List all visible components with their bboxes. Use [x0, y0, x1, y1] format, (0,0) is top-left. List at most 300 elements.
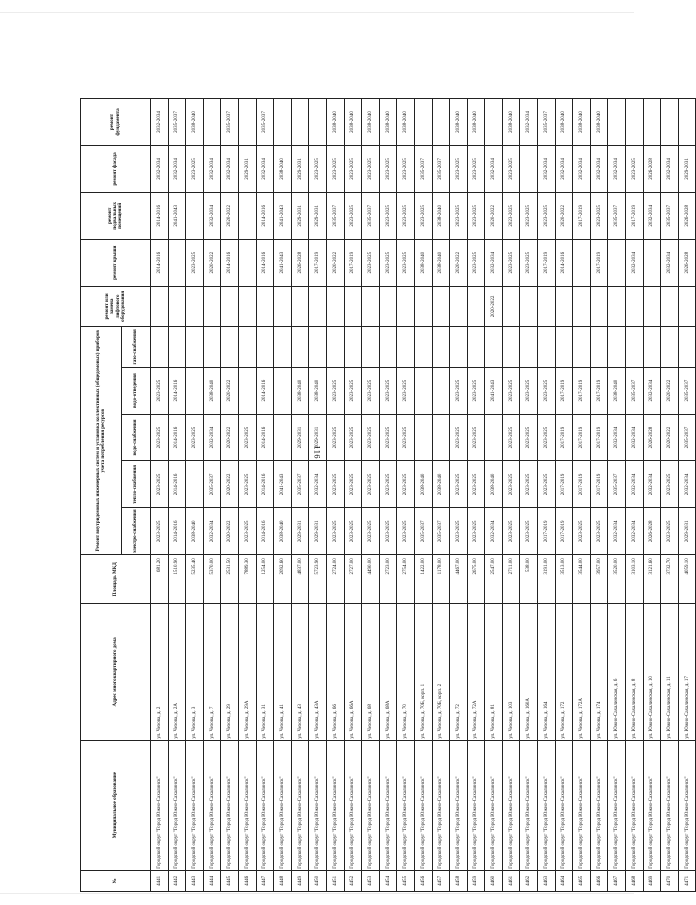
- gas-cell: [555, 327, 573, 368]
- lift-cell: [432, 286, 450, 327]
- lift-cell: [309, 286, 327, 327]
- sewer-cell: 2041-2043: [485, 367, 503, 414]
- municipality-cell: Городской округ "Город Южно-Сахалинск": [502, 740, 520, 870]
- roof-cell: 2017-2019: [538, 239, 556, 286]
- table-row: [238, 99, 256, 892]
- foundation-cell: [643, 99, 661, 146]
- area-cell: 3732.70: [661, 555, 679, 604]
- area-cell: 5370.00: [203, 555, 221, 604]
- basement-cell: 2023-2025: [502, 192, 520, 239]
- address-cell: ул. Чехова, д. 68А: [379, 604, 397, 740]
- electro-cell: 2023-2025: [397, 508, 415, 555]
- foundation-cell: [678, 99, 696, 146]
- lift-cell: [608, 286, 626, 327]
- sewer-cell: 2020-2022: [661, 367, 679, 414]
- area-cell: 2092.60: [274, 555, 292, 604]
- municipality-cell: Городской округ "Город Южно-Сахалинск": [362, 740, 380, 870]
- address-cell: ул. Чехова, д. 174: [590, 604, 608, 740]
- municipality-cell: Городской округ "Город Южно-Сахалинск": [274, 740, 292, 870]
- heat-cell: 2035-2037: [291, 461, 309, 508]
- gas-cell: [467, 327, 485, 368]
- row-number: 4455: [397, 870, 415, 891]
- roof-cell: 2041-2043: [274, 239, 292, 286]
- header-water: водо-снабжения: [122, 414, 151, 461]
- gas-cell: [538, 327, 556, 368]
- lift-cell: [502, 286, 520, 327]
- sewer-cell: 2023-2025: [151, 367, 169, 414]
- facade-cell: 2032-2034: [485, 145, 503, 192]
- row-number: 4448: [274, 870, 292, 891]
- electro-cell: 2035-2037: [414, 508, 432, 555]
- table-row: [678, 99, 696, 892]
- roof-cell: 2017-2019: [590, 239, 608, 286]
- basement-cell: 2029-2031: [291, 192, 309, 239]
- table-row: [186, 99, 204, 892]
- roof-cell: 2020-2022: [326, 239, 344, 286]
- electro-cell: 2032-2034: [203, 508, 221, 555]
- area-cell: 4059.10: [678, 555, 696, 604]
- lift-cell: [274, 286, 292, 327]
- foundation-cell: 2038-2040: [362, 99, 380, 146]
- roof-cell: 2032-2034: [626, 239, 644, 286]
- foundation-cell: [238, 99, 256, 146]
- foundation-cell: 2038-2040: [379, 99, 397, 146]
- electro-cell: 2023-2025: [661, 508, 679, 555]
- municipality-cell: Городской округ "Город Южно-Сахалинск": [326, 740, 344, 870]
- table-row: [502, 99, 520, 892]
- water-cell: 2023-2025: [538, 414, 556, 461]
- header-lift: ремонт или замена лифтового оборудования: [81, 286, 151, 327]
- water-cell: 2029-2031: [291, 414, 309, 461]
- header-num: №: [81, 870, 151, 891]
- facade-cell: 2035-2037: [432, 145, 450, 192]
- row-number: 4450: [309, 870, 327, 891]
- water-cell: [485, 414, 503, 461]
- capital-repair-table: [80, 98, 696, 892]
- address-cell: ул. Чехова, д. 70Б, корп. 2: [432, 604, 450, 740]
- municipality-cell: Городской округ "Город Южно-Сахалинск": [151, 740, 169, 870]
- water-cell: 2014-2016: [256, 414, 274, 461]
- heat-cell: 2023-2025: [344, 461, 362, 508]
- table-row: [326, 99, 344, 892]
- lift-cell: [626, 286, 644, 327]
- foundation-cell: 2032-2034: [520, 99, 538, 146]
- address-cell: ул. Чехова, д. 66: [326, 604, 344, 740]
- electro-cell: 2032-2034: [485, 508, 503, 555]
- table-row: [151, 99, 169, 892]
- basement-cell: 2023-2025: [538, 192, 556, 239]
- municipality-cell: Городской округ "Город Южно-Сахалинск": [291, 740, 309, 870]
- gas-cell: [643, 327, 661, 368]
- lift-cell: [555, 286, 573, 327]
- municipality-cell: Городской округ "Город Южно-Сахалинск": [168, 740, 186, 870]
- basement-cell: 2032-2034: [643, 192, 661, 239]
- electro-cell: 2014-2016: [168, 508, 186, 555]
- table-row: [432, 99, 450, 892]
- electro-cell: 2032-2034: [626, 508, 644, 555]
- gas-cell: [203, 327, 221, 368]
- roof-cell: [608, 239, 626, 286]
- table-row: [379, 99, 397, 892]
- electro-cell: 2023-2025: [467, 508, 485, 555]
- gas-cell: [379, 327, 397, 368]
- electro-cell: 2023-2025: [590, 508, 608, 555]
- facade-cell: 2032-2034: [168, 145, 186, 192]
- heat-cell: 2032-2034: [626, 461, 644, 508]
- heat-cell: 2032-2034: [309, 461, 327, 508]
- address-cell: ул. Чехова, д. 31: [256, 604, 274, 740]
- sewer-cell: 2017-2019: [555, 367, 573, 414]
- electro-cell: 2023-2025: [362, 508, 380, 555]
- basement-cell: 2020-2022: [221, 192, 239, 239]
- basement-cell: 2041-2043: [168, 192, 186, 239]
- foundation-cell: [291, 99, 309, 146]
- foundation-cell: 2038-2040: [186, 99, 204, 146]
- lift-cell: [238, 286, 256, 327]
- roof-cell: 2014-2016: [555, 239, 573, 286]
- foundation-cell: [485, 99, 503, 146]
- electro-cell: 2029-2031: [309, 508, 327, 555]
- lift-cell: [362, 286, 380, 327]
- sewer-cell: 2035-2037: [626, 367, 644, 414]
- water-cell: 2023-2025: [344, 414, 362, 461]
- roof-cell: [643, 239, 661, 286]
- gas-cell: [291, 327, 309, 368]
- lift-cell: [643, 286, 661, 327]
- water-cell: 2023-2025: [502, 414, 520, 461]
- municipality-cell: Городской округ "Город Южно-Сахалинск": [256, 740, 274, 870]
- basement-cell: 2023-2025: [450, 192, 468, 239]
- sewer-cell: 2038-2040: [291, 367, 309, 414]
- municipality-cell: Городской округ "Город Южно-Сахалинск": [626, 740, 644, 870]
- table-row: [168, 99, 186, 892]
- roof-cell: 2023-2025: [379, 239, 397, 286]
- municipality-cell: Городской округ "Город Южно-Сахалинск": [344, 740, 362, 870]
- electro-cell: 2017-2019: [555, 508, 573, 555]
- heat-cell: 2023-2025: [450, 461, 468, 508]
- row-number: 4456: [414, 870, 432, 891]
- foundation-cell: 2035-2037: [538, 99, 556, 146]
- lift-cell: [221, 286, 239, 327]
- roof-cell: 2014-2016: [256, 239, 274, 286]
- gas-cell: [397, 327, 415, 368]
- sewer-cell: 2014-2016: [256, 367, 274, 414]
- water-cell: 2023-2025: [326, 414, 344, 461]
- basement-cell: 2023-2025: [414, 192, 432, 239]
- roof-cell: [573, 239, 591, 286]
- area-cell: 2547.00: [485, 555, 503, 604]
- address-cell: ул. Чехова, д. 66А: [344, 604, 362, 740]
- electro-cell: 2038-2040: [186, 508, 204, 555]
- foundation-cell: 2035-2037: [168, 99, 186, 146]
- row-number: 4464: [555, 870, 573, 891]
- lift-cell: [573, 286, 591, 327]
- area-cell: 4837.00: [291, 555, 309, 604]
- header-area: Площадь МКД: [81, 555, 151, 604]
- area-cell: 5723.90: [309, 555, 327, 604]
- roof-cell: 2017-2019: [309, 239, 327, 286]
- header-basement: ремонт подвальных помещений: [81, 192, 151, 239]
- facade-cell: 2029-2031: [678, 145, 696, 192]
- gas-cell: [221, 327, 239, 368]
- address-cell: ул. Чехова, д. 81: [485, 604, 503, 740]
- row-number: 4458: [450, 870, 468, 891]
- facade-cell: 2032-2034: [203, 145, 221, 192]
- table-row: [555, 99, 573, 892]
- gas-cell: [362, 327, 380, 368]
- area-cell: 538.00: [520, 555, 538, 604]
- facade-cell: 2023-2025: [379, 145, 397, 192]
- basement-cell: 2023-2025: [344, 192, 362, 239]
- foundation-cell: 2035-2037: [221, 99, 239, 146]
- roof-cell: 2023-2025: [362, 239, 380, 286]
- roof-cell: [238, 239, 256, 286]
- heat-cell: 2023-2025: [538, 461, 556, 508]
- basement-cell: 2020-2022: [555, 192, 573, 239]
- basement-cell: 2023-2025: [379, 192, 397, 239]
- address-cell: ул. Чехова, д. 7: [203, 604, 221, 740]
- sewer-cell: 2023-2025: [362, 367, 380, 414]
- lift-cell: [256, 286, 274, 327]
- gas-cell: [661, 327, 679, 368]
- electro-cell: 2023-2025: [238, 508, 256, 555]
- facade-cell: 2032-2034: [590, 145, 608, 192]
- heat-cell: 2023-2025: [661, 461, 679, 508]
- address-cell: ул. Чехова, д. 3: [186, 604, 204, 740]
- water-cell: 2023-2025: [467, 414, 485, 461]
- gas-cell: [590, 327, 608, 368]
- area-cell: 5235.40: [186, 555, 204, 604]
- header-electro: электро-снабжения: [122, 508, 151, 555]
- heat-cell: 2023-2025: [326, 461, 344, 508]
- row-number: 4446: [238, 870, 256, 891]
- heat-cell: 2023-2025: [502, 461, 520, 508]
- sewer-cell: 2038-2040: [608, 367, 626, 414]
- facade-cell: 2023-2025: [186, 145, 204, 192]
- foundation-cell: 2038-2040: [555, 99, 573, 146]
- area-cell: 4467.00: [450, 555, 468, 604]
- row-number: 4469: [643, 870, 661, 891]
- basement-cell: 2035-2037: [608, 192, 626, 239]
- area-cell: 2727.00: [344, 555, 362, 604]
- gas-cell: [502, 327, 520, 368]
- address-cell: ул. Чехова, д. 70: [397, 604, 415, 740]
- area-cell: 3121.60: [643, 555, 661, 604]
- header-foundation: ремонт фундамента: [81, 99, 151, 146]
- foundation-cell: 2038-2040: [502, 99, 520, 146]
- facade-cell: 2029-2031: [238, 145, 256, 192]
- basement-cell: 2035-2037: [661, 192, 679, 239]
- sewer-cell: 2020-2022: [221, 367, 239, 414]
- water-cell: 2026-2028: [643, 414, 661, 461]
- area-cell: 2675.00: [467, 555, 485, 604]
- heat-cell: 2023-2025: [362, 461, 380, 508]
- table-row: [221, 99, 239, 892]
- row-number: 4470: [661, 870, 679, 891]
- sewer-cell: 2023-2025: [344, 367, 362, 414]
- municipality-cell: Городской округ "Город Южно-Сахалинск": [573, 740, 591, 870]
- row-number: 4442: [168, 870, 186, 891]
- foundation-cell: [309, 99, 327, 146]
- water-cell: 2029-2031: [309, 414, 327, 461]
- roof-cell: 2038-2040: [414, 239, 432, 286]
- facade-cell: 2032-2034: [608, 145, 626, 192]
- municipality-cell: Городской округ "Город Южно-Сахалинск": [186, 740, 204, 870]
- electro-cell: 2014-2016: [256, 508, 274, 555]
- electro-cell: 2020-2022: [221, 508, 239, 555]
- lift-cell: [326, 286, 344, 327]
- header-municipality: Муниципальное образование: [81, 740, 151, 870]
- row-number: 4460: [485, 870, 503, 891]
- area-cell: 2723.00: [379, 555, 397, 604]
- electro-cell: 2023-2025: [379, 508, 397, 555]
- roof-cell: 2038-2040: [432, 239, 450, 286]
- area-cell: 3513.00: [555, 555, 573, 604]
- row-number: 4443: [186, 870, 204, 891]
- address-cell: ул. Чехова, д. 2: [151, 604, 169, 740]
- municipality-cell: Городской округ "Город Южно-Сахалинск": [238, 740, 256, 870]
- sewer-cell: 2017-2019: [573, 367, 591, 414]
- facade-cell: 2023-2025: [502, 145, 520, 192]
- table-row: [256, 99, 274, 892]
- water-cell: 2017-2019: [590, 414, 608, 461]
- basement-cell: 2029-2031: [309, 192, 327, 239]
- municipality-cell: Городской округ "Город Южно-Сахалинск": [608, 740, 626, 870]
- facade-cell: 2032-2034: [573, 145, 591, 192]
- heat-cell: 2041-2043: [274, 461, 292, 508]
- area-cell: 1510.90: [168, 555, 186, 604]
- basement-cell: 2023-2025: [590, 192, 608, 239]
- municipality-cell: Городской округ "Город Южно-Сахалинск": [397, 740, 415, 870]
- municipality-cell: Городской округ "Город Южно-Сахалинск": [467, 740, 485, 870]
- heat-cell: 2023-2025: [397, 461, 415, 508]
- municipality-cell: Городской округ "Город Южно-Сахалинск": [432, 740, 450, 870]
- roof-cell: 2017-2019: [344, 239, 362, 286]
- foundation-cell: [274, 99, 292, 146]
- row-number: 4461: [502, 870, 520, 891]
- table-row: [362, 99, 380, 892]
- facade-cell: 2026-2028: [643, 145, 661, 192]
- area-cell: 1254.00: [256, 555, 274, 604]
- sewer-cell: 2023-2025: [379, 367, 397, 414]
- gas-cell: [344, 327, 362, 368]
- heat-cell: 2020-2022: [221, 461, 239, 508]
- address-cell: ул. Чехова, д. 29: [221, 604, 239, 740]
- row-number: 4444: [203, 870, 221, 891]
- page-number: 116: [312, 445, 321, 459]
- heat-cell: 2023-2025: [520, 461, 538, 508]
- address-cell: ул. Чехова, д. 2А: [168, 604, 186, 740]
- roof-cell: 2023-2025: [186, 239, 204, 286]
- gas-cell: [186, 327, 204, 368]
- heat-cell: 2023-2025: [238, 461, 256, 508]
- gas-cell: [168, 327, 186, 368]
- facade-cell: 2038-2040: [274, 145, 292, 192]
- row-number: 4459: [467, 870, 485, 891]
- basement-cell: 2035-2037: [326, 192, 344, 239]
- heat-cell: 2035-2037: [608, 461, 626, 508]
- heat-cell: 2032-2034: [678, 461, 696, 508]
- lift-cell: [538, 286, 556, 327]
- address-cell: ул. Южно-Сахалинская, д. 6: [608, 604, 626, 740]
- area-cell: 2724.00: [326, 555, 344, 604]
- heat-cell: 2035-2037: [203, 461, 221, 508]
- lift-cell: [168, 286, 186, 327]
- water-cell: 2020-2022: [221, 414, 239, 461]
- row-number: 4447: [256, 870, 274, 891]
- table-row: [274, 99, 292, 892]
- address-cell: ул. Чехова, д. 43: [291, 604, 309, 740]
- table-row: [643, 99, 661, 892]
- row-number: 4463: [538, 870, 556, 891]
- water-cell: 2014-2016: [168, 414, 186, 461]
- lift-cell: [661, 286, 679, 327]
- basement-cell: 2017-2019: [626, 192, 644, 239]
- header-gas: газо-снабжения: [122, 327, 151, 368]
- address-cell: ул. Чехова, д. 43А: [309, 604, 327, 740]
- address-cell: ул. Чехова, д. 29А: [238, 604, 256, 740]
- lift-cell: [414, 286, 432, 327]
- area-cell: 7889.30: [238, 555, 256, 604]
- lift-cell: [344, 286, 362, 327]
- roof-cell: 2023-2025: [502, 239, 520, 286]
- lift-cell: [520, 286, 538, 327]
- sewer-cell: [414, 367, 432, 414]
- facade-cell: [520, 145, 538, 192]
- row-number: 4471: [678, 870, 696, 891]
- sewer-cell: 2017-2019: [590, 367, 608, 414]
- area-cell: 3544.00: [573, 555, 591, 604]
- document-table-rotated: [80, 98, 690, 892]
- electro-cell: 2023-2025: [502, 508, 520, 555]
- row-number: 4467: [608, 870, 626, 891]
- lift-cell: [186, 286, 204, 327]
- foundation-cell: 2038-2040: [573, 99, 591, 146]
- municipality-cell: Городской округ "Город Южно-Сахалинск": [555, 740, 573, 870]
- table-row: [661, 99, 679, 892]
- gas-cell: [432, 327, 450, 368]
- address-cell: ул. Южно-Сахалинская, д. 11: [661, 604, 679, 740]
- electro-cell: 2023-2025: [520, 508, 538, 555]
- facade-cell: 2023-2025: [397, 145, 415, 192]
- table-body: [151, 99, 696, 892]
- water-cell: [432, 414, 450, 461]
- table-row: [203, 99, 221, 892]
- row-number: 4465: [573, 870, 591, 891]
- table-row: [538, 99, 556, 892]
- roof-cell: 2020-2022: [203, 239, 221, 286]
- facade-cell: 2023-2025: [326, 145, 344, 192]
- electro-cell: 2023-2025: [151, 508, 169, 555]
- roof-cell: 2023-2025: [520, 239, 538, 286]
- water-cell: 2023-2025: [450, 414, 468, 461]
- gas-cell: [309, 327, 327, 368]
- address-cell: ул. Чехова, д. 103: [502, 604, 520, 740]
- foundation-cell: [432, 99, 450, 146]
- area-cell: 2711.00: [502, 555, 520, 604]
- water-cell: 2032-2034: [203, 414, 221, 461]
- lift-cell: [467, 286, 485, 327]
- facade-cell: 2032-2034: [555, 145, 573, 192]
- gas-cell: [608, 327, 626, 368]
- gas-cell: [274, 327, 292, 368]
- municipality-cell: Городской округ "Город Южно-Сахалинск": [379, 740, 397, 870]
- heat-cell: 2014-2016: [168, 461, 186, 508]
- basement-cell: 2023-2025: [397, 192, 415, 239]
- water-cell: 2032-2034: [608, 414, 626, 461]
- row-number: 4445: [221, 870, 239, 891]
- sewer-cell: 2038-2040: [309, 367, 327, 414]
